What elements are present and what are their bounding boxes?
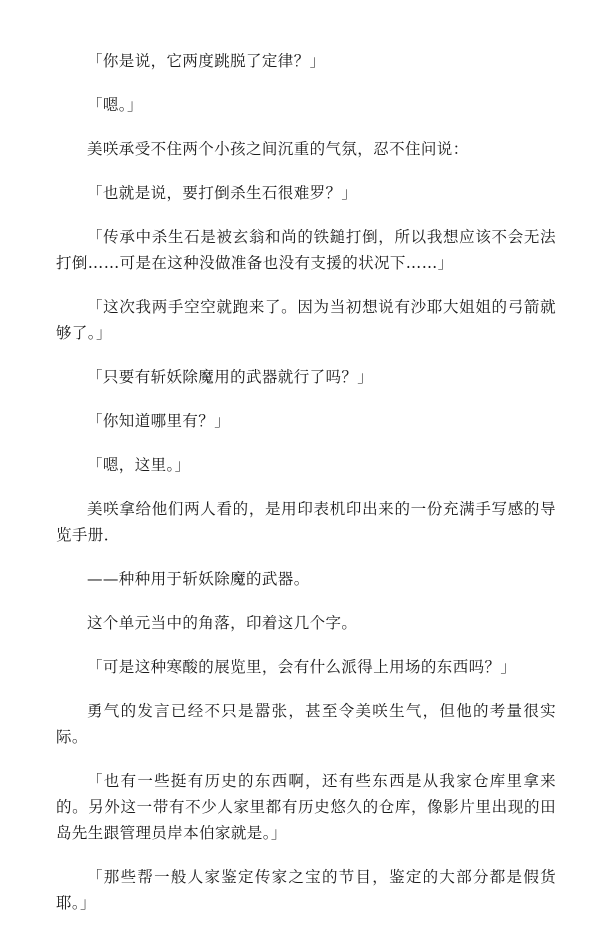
paragraph: 这个单元当中的角落，印着这几个字。 [87, 614, 358, 632]
paragraph: 美咲拿给他们两人看的，是用印表机印出来的一份充满手写感的导览手册． [56, 500, 556, 544]
paragraph: 「传承中杀生石是被玄翁和尚的铁鎚打倒，所以我想应该不会无法打倒……可是在这种没做准备也没有支援的状况下……」 [56, 228, 556, 272]
paragraph: 「可是这种寒酸的展览里，会有什么派得上用场的东西吗？」 [87, 658, 517, 676]
paragraph: 「你知道哪里有？」 [87, 412, 231, 430]
paragraph: 「你是说，它两度跳脱了定律？」 [87, 52, 326, 70]
paragraph: 「嗯。」 [87, 96, 143, 114]
paragraph: 「那些帮一般人家鉴定传家之宝的节目，鉴定的大部分都是假货耶。」 [56, 868, 556, 912]
paragraph: 勇气的发言已经不只是嚣张，甚至令美咲生气，但他的考量很实际。 [56, 702, 556, 746]
paragraph: 美咲承受不住两个小孩之间沉重的气氛，忍不住问说： [87, 140, 469, 158]
paragraph: 「只要有斩妖除魔用的武器就行了吗？」 [87, 368, 374, 386]
paragraph: 「也有一些挺有历史的东西啊，还有些东西是从我家仓库里拿来的。另外这一带有不少人家里都有历史悠久的仓库，像影片里出现的田岛先生跟管理员岸本伯家就是。」 [56, 772, 556, 842]
paragraph: ——种种用于斩妖除魔的武器。 [87, 570, 310, 588]
paragraph: 「嗯，这里。」 [87, 456, 191, 474]
paragraph: 「这次我两手空空就跑来了。因为当初想说有沙耶大姐姐的弓箭就够了。」 [56, 298, 556, 342]
paragraph: 「也就是说，要打倒杀生石很难罗？」 [87, 184, 358, 202]
text-page [56, 48, 556, 934]
